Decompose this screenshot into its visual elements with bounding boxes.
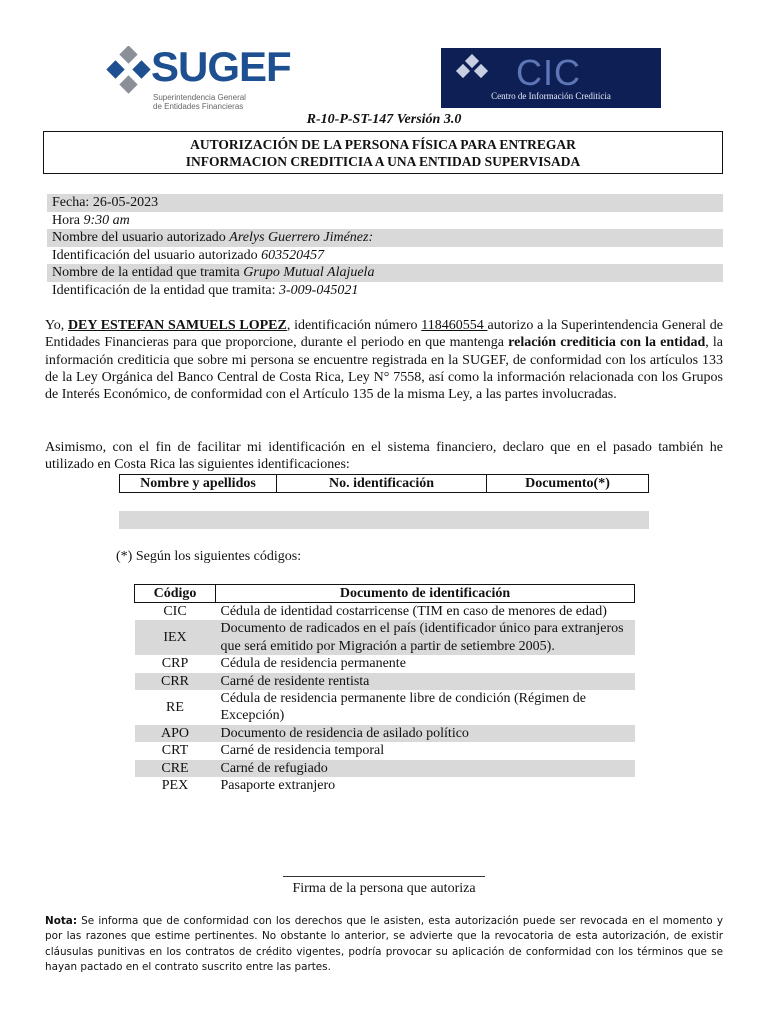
table-row: APO Documento de residencia de asilado político	[135, 725, 635, 742]
hora-row: Hora 9:30 am	[52, 212, 130, 228]
sugef-wordmark: SUGEF	[151, 43, 291, 90]
col-identificacion: No. identificación	[277, 475, 487, 493]
cic-subtitle: Centro de Información Crediticia	[491, 91, 611, 101]
col-nombre: Nombre y apellidos	[120, 475, 277, 493]
authorizer-name: DEY ESTEFAN SAMUELS LOPEZ	[67, 318, 287, 333]
usuario-row: Nombre del usuario autorizado Arelys Guerrero Jiménez:	[47, 229, 723, 247]
col-documento-identificacion: Documento de identificación	[216, 585, 635, 603]
table-row: CRP Cédula de residencia permanente	[161, 656, 406, 672]
table-row: IEX Documento de radicados en el país (identificador único para extranjeros que será emitido por Migración a partir de setiembre 2005).	[135, 620, 635, 655]
sugef-diamond-icon	[105, 46, 153, 98]
table-row: CRE Carné de refugiado	[135, 760, 635, 777]
form-title: AUTORIZACIÓN DE LA PERSONA FÍSICA PARA ENTREGAR INFORMACION CREDITICIA A UNA ENTIDAD SUPERVISADA	[43, 131, 723, 174]
table-row: PEX Pasaporte extranjero	[161, 778, 336, 794]
nota-label: Nota:	[45, 915, 77, 927]
col-documento: Documento(*)	[487, 475, 649, 493]
authorizer-id: 118460554	[421, 318, 488, 333]
codes-note: (*) Según los siguientes códigos:	[116, 549, 302, 564]
id-entidad-row: Identificación de la entidad que tramita: 3-009-045021	[52, 282, 359, 298]
sugef-subtitle: Superintendencia General de Entidades Financieras	[153, 93, 246, 111]
signature-line	[283, 876, 485, 877]
form-version: R-10-P-ST-147 Versión 3.0	[306, 112, 462, 127]
table-row: RE Cédula de residencia permanente libre de condición (Régimen de Excepción)	[166, 691, 586, 724]
cic-wordmark: CIC	[516, 52, 581, 93]
info-block	[47, 194, 723, 299]
authorization-paragraph: Yo, DEY ESTEFAN SAMUELS LOPEZ, identificación número 118460554 autorizo a la Superintendencia General de Entidades Financieras para que proporcione, durante el periodo en que mantenga relación crediticia con la entidad, la información crediticia que sobre mi persona se encuentre registrada en la SUGEF, de conformidad con los artículos 133 de la Ley Orgánica del Banco Central de Costa Rica, Ley N° 7558, así como la información relacionada con los Grupos de Interés Económico, de conformidad con el Artículo 135 de la misma Ley, a las partes involucradas.	[45, 318, 724, 403]
declaration-paragraph: Asimismo, con el fin de facilitar mi identificación en el sistema financiero, declaro que en el pasado también he utilizado en Costa Rica las siguientes identificaciones:	[45, 440, 723, 473]
entidad-row: Nombre de la entidad que tramita Grupo Mutual Alajuela	[47, 264, 723, 282]
table-row: CRR Carné de residente rentista	[135, 673, 635, 690]
sugef-logo	[105, 42, 291, 114]
cic-diamond-icon	[453, 54, 493, 88]
table-row: CIC Cédula de identidad costarricense (TIM en caso de menores de edad)	[163, 604, 607, 619]
signature-label: Firma de la persona que autoriza	[292, 881, 476, 896]
nota-paragraph: Nota: Se informa que de conformidad con los derechos que le asisten, esta autorización puede ser revocada en el momento y por las razones que estime pertinentes. No obstante lo anterior, se advierte que la revocatoria de esta autorización, de existir cláusulas punitivas en los contratos de crédito vigentes, podría provocar su aplicación de conformidad con los términos que se hayan pactado en el contrato suscrito entre las partes.	[45, 915, 723, 973]
previous-ids-empty-row	[119, 511, 649, 529]
col-codigo: Código	[135, 585, 216, 603]
fecha-row: Fecha: 26-05-2023	[47, 194, 723, 212]
previous-ids-table	[119, 474, 649, 493]
codes-table	[134, 584, 635, 794]
id-usuario-row: Identificación del usuario autorizado 603520457	[52, 247, 325, 263]
table-row: CRT Carné de residencia temporal	[161, 743, 385, 759]
cic-logo	[441, 48, 661, 108]
